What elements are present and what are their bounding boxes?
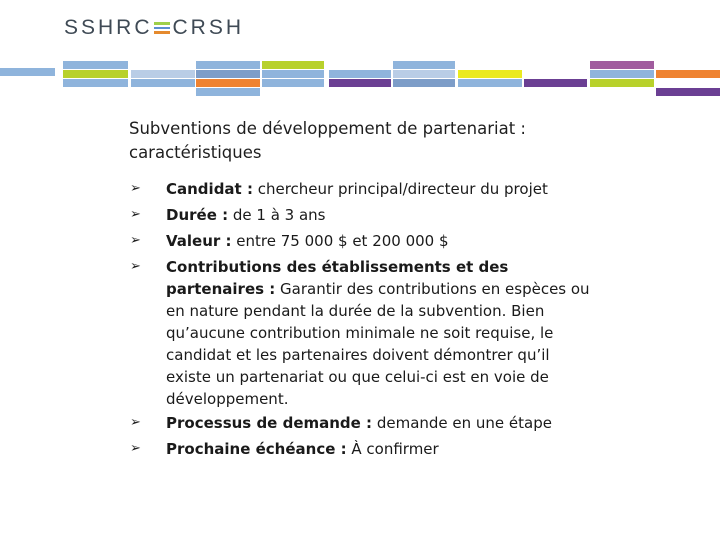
decorative-stripe [393,70,455,78]
logo-left-text: SSHRC [64,16,153,39]
feature-label: Candidat : [166,180,253,198]
decorative-stripe [393,61,455,69]
decorative-stripe [524,79,587,87]
decorative-stripe [656,88,720,96]
decorative-stripe [393,79,455,87]
slide-title: Subventions de développement de partenariat : caractéristiques [129,119,526,162]
decorative-stripe [262,70,324,78]
decorative-stripe [590,70,654,78]
decorative-color-stripes [0,0,720,100]
feature-text: entre 75 000 $ et 200 000 $ [231,232,449,250]
arrow-bullet-icon: ➢ [130,415,141,430]
decorative-stripe [329,79,391,87]
decorative-stripe [131,70,195,78]
feature-text: À confirmer [346,440,439,458]
decorative-stripe [196,70,260,78]
decorative-stripe [329,70,391,78]
feature-text: Garantir des contributions en espèces ou en nature pendant la durée de la subvention. Bien qu’aucune contribution minimale ne soit requise, le candidat et les partenaires doivent démontrer qu’il existe un partenariat ou que celui-ci est en voie de développement. [166,280,590,408]
feature-label: Contributions des établissements et des partenaires : [166,258,509,298]
arrow-bullet-icon: ➢ [130,259,141,274]
decorative-stripe [196,61,260,69]
decorative-stripe [656,70,720,78]
feature-item [129,412,599,434]
arrow-bullet-icon: ➢ [130,233,141,248]
arrow-bullet-icon: ➢ [130,181,141,196]
decorative-stripe [63,70,128,78]
decorative-stripe [196,88,260,96]
feature-text: demande en une étape [372,414,552,432]
feature-item [129,204,599,226]
feature-label: Durée : [166,206,229,224]
decorative-stripe [0,68,55,76]
feature-text: de 1 à 3 ans [228,206,326,224]
decorative-stripe [458,70,522,78]
feature-label: Valeur : [166,232,232,250]
arrow-bullet-icon: ➢ [130,441,141,456]
feature-list [129,178,599,464]
feature-label: Prochaine échéance : [166,440,347,458]
decorative-stripe [590,79,654,87]
feature-label: Processus de demande : [166,414,373,432]
decorative-stripe [262,61,324,69]
decorative-stripe [63,79,128,87]
arrow-bullet-icon: ➢ [130,207,141,222]
feature-text: chercheur principal/directeur du projet [252,180,548,198]
decorative-stripe [458,79,522,87]
logo-right-text: CRSH [172,16,245,39]
feature-item [129,256,599,410]
decorative-stripe [590,61,654,69]
feature-item [129,438,599,460]
feature-item [129,230,599,252]
decorative-stripe [196,79,260,87]
decorative-stripe [131,79,195,87]
decorative-stripe [63,61,128,69]
feature-item [129,178,599,200]
decorative-stripe [262,79,324,87]
